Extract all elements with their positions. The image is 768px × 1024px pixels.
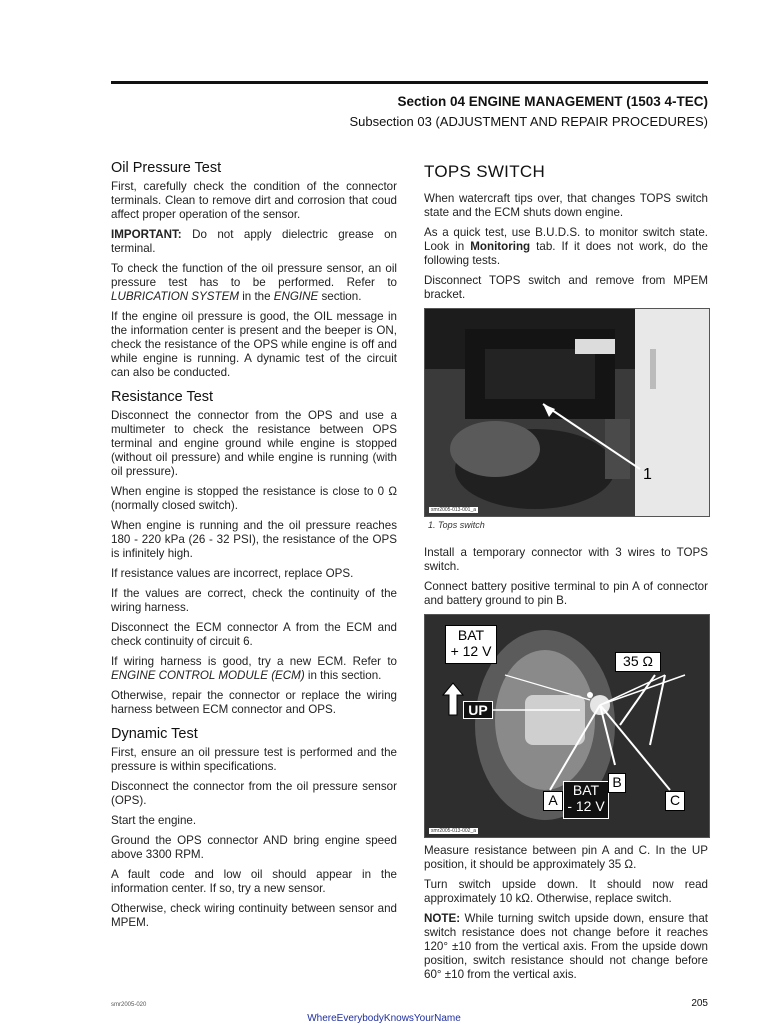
pin-a-label: A [543, 791, 563, 811]
bat-positive-line2: + 12 V [450, 643, 492, 659]
left-column [111, 160, 397, 939]
bat-negative-label [563, 781, 609, 819]
note-text: While turning switch upside down, ensure that switch resistance does not change before it reaches 120° ±10 from the vertical axis. From the upside down position, switch resistance should not change before 60° ±10 from the vertical axis. [424, 912, 708, 981]
tops-p7: Turn switch upside down. It should now read approximately 10 kΩ. Otherwise, replace switch. [424, 878, 708, 905]
oil-pressure-title: Oil Pressure Test [111, 160, 222, 176]
page-number: 205 [691, 998, 708, 1009]
dynamic-p6: Otherwise, check wiring continuity between sensor and MPEM. [111, 902, 397, 929]
tops-p5: Connect battery positive terminal to pin A of connector and battery ground to pin B. [424, 580, 708, 607]
resistance-p3: When engine is running and the oil pressure reaches 180 - 220 kPa (26 - 32 PSI), the resistance of the OPS is infinitely high. [111, 519, 397, 560]
resistance-p4: If resistance values are incorrect, replace OPS. [111, 567, 354, 580]
monitoring-tab-ref: Monitoring [470, 240, 531, 253]
resistance-section [111, 389, 397, 717]
tops-p4: Install a temporary connector with 3 wires to TOPS switch. [424, 546, 708, 573]
bat-negative-line2: - 12 V [567, 798, 605, 814]
dynamic-p5: A fault code and low oil should appear in the information center. If so, try a new sensor. [111, 868, 397, 895]
tops-p2-c: tab. If it does not work, do the following tests. [424, 240, 708, 267]
dynamic-section [111, 726, 397, 930]
dynamic-p4: Ground the OPS connector AND bring engine speed above 3300 RPM. [111, 834, 397, 861]
resistance-p2: When engine is stopped the resistance is close to 0 Ω (normally closed switch). [111, 485, 397, 512]
resistance-p5: If the values are correct, check the continuity of the wiring harness. [111, 587, 397, 614]
up-label: UP [463, 701, 493, 719]
footer-link[interactable]: WhereEverybodyKnowsYourName [307, 1013, 461, 1024]
resistance-p7 [111, 655, 397, 683]
tops-p8 [424, 912, 708, 982]
photo1-code: smr2005-013-001_a [431, 507, 477, 513]
bat-positive-line1: BAT [457, 627, 485, 643]
p3-a: To check the function of the oil pressure sensor, an oil pressure test has to be performed. Refer to [111, 262, 397, 289]
resistance-label: 35 Ω [615, 652, 661, 672]
p7-a: If wiring harness is good, try a new ECM. Refer to [111, 655, 397, 668]
resistance-p1: Disconnect the connector from the OPS and use a multimeter to check the resistance between OPS terminal and engine ground while engine is stopped (without oil pressure) and while engine is running (with oil pressure). [111, 409, 397, 478]
note-label: NOTE: [424, 912, 461, 925]
oil-pressure-p1: First, carefully check the condition of the connector terminals. Clean to remove dirt and corrosion that coud affect proper operation of the sensor. [111, 180, 397, 221]
footer-code: smr2005-020 [111, 1002, 147, 1008]
p7-ref: ENGINE CONTROL MODULE (ECM) [111, 669, 305, 682]
oil-pressure-p3 [111, 262, 397, 304]
right-column [424, 160, 708, 988]
photo1-caption: 1. Tops switch [428, 520, 485, 530]
tops-p2-a: As a quick test, use B.U.D.S. to monitor switch state. Look in [424, 226, 708, 253]
p3-ref-1: LUBRICATION SYSTEM [111, 290, 239, 303]
important-text: Do not apply dielectric grease on terminal. [111, 228, 397, 255]
top-rule [111, 81, 708, 84]
oil-pressure-section [111, 160, 397, 380]
resistance-p6: Disconnect the ECM connector A from the ECM and check continuity of circuit 6. [111, 621, 397, 648]
oil-pressure-p2 [111, 228, 397, 256]
p7-b: in this section. [304, 669, 382, 682]
dynamic-p1: First, ensure an oil pressure test is performed and the pressure is within specifications. [111, 746, 397, 773]
important-label: IMPORTANT: [111, 228, 182, 241]
p3-c: section. [318, 290, 362, 303]
tops-connector-photo [424, 614, 710, 838]
tops-p1: When watercraft tips over, that changes TOPS switch state and the ECM shuts down engine. [424, 192, 708, 219]
pin-c-label: C [665, 791, 685, 811]
tops-switch-title: TOPS SWITCH [424, 162, 546, 181]
pin-b-label: B [608, 773, 626, 793]
tops-p2 [424, 226, 708, 268]
photo2-code: smr2005-013-002_a [431, 828, 477, 834]
bat-negative-line1: BAT [572, 782, 600, 798]
photo1-callout: 1 [643, 466, 652, 483]
bat-positive-label [445, 625, 497, 664]
oil-pressure-p4: If the engine oil pressure is good, the OIL message in the information center is present and the beeper is ON, check the resistance of the OPS while engine is off and while engine is running. A dynamic test of the circuit can also be conducted. [111, 310, 397, 379]
subsection-header: Subsection 03 (ADJUSTMENT AND REPAIR PROCEDURES) [349, 114, 708, 129]
tops-p3: Disconnect TOPS switch and remove from MPEM bracket. [424, 274, 708, 301]
resistance-title: Resistance Test [111, 389, 214, 405]
dynamic-p3: Start the engine. [111, 814, 197, 827]
resistance-p8: Otherwise, repair the connector or replace the wiring harness between ECM connector and OPS. [111, 689, 397, 716]
dynamic-title: Dynamic Test [111, 726, 198, 742]
tops-switch-photo [424, 308, 710, 517]
section-header: Section 04 ENGINE MANAGEMENT (1503 4-TEC) [397, 94, 708, 109]
tops-switch-photo-image [425, 309, 709, 516]
tops-p6: Measure resistance between pin A and C. In the UP position, it should be approximately 35 Ω. [424, 844, 708, 871]
p3-b: in the [238, 290, 274, 303]
dynamic-p2: Disconnect the connector from the oil pressure sensor (OPS). [111, 780, 397, 807]
p3-ref-2: ENGINE [273, 290, 319, 303]
